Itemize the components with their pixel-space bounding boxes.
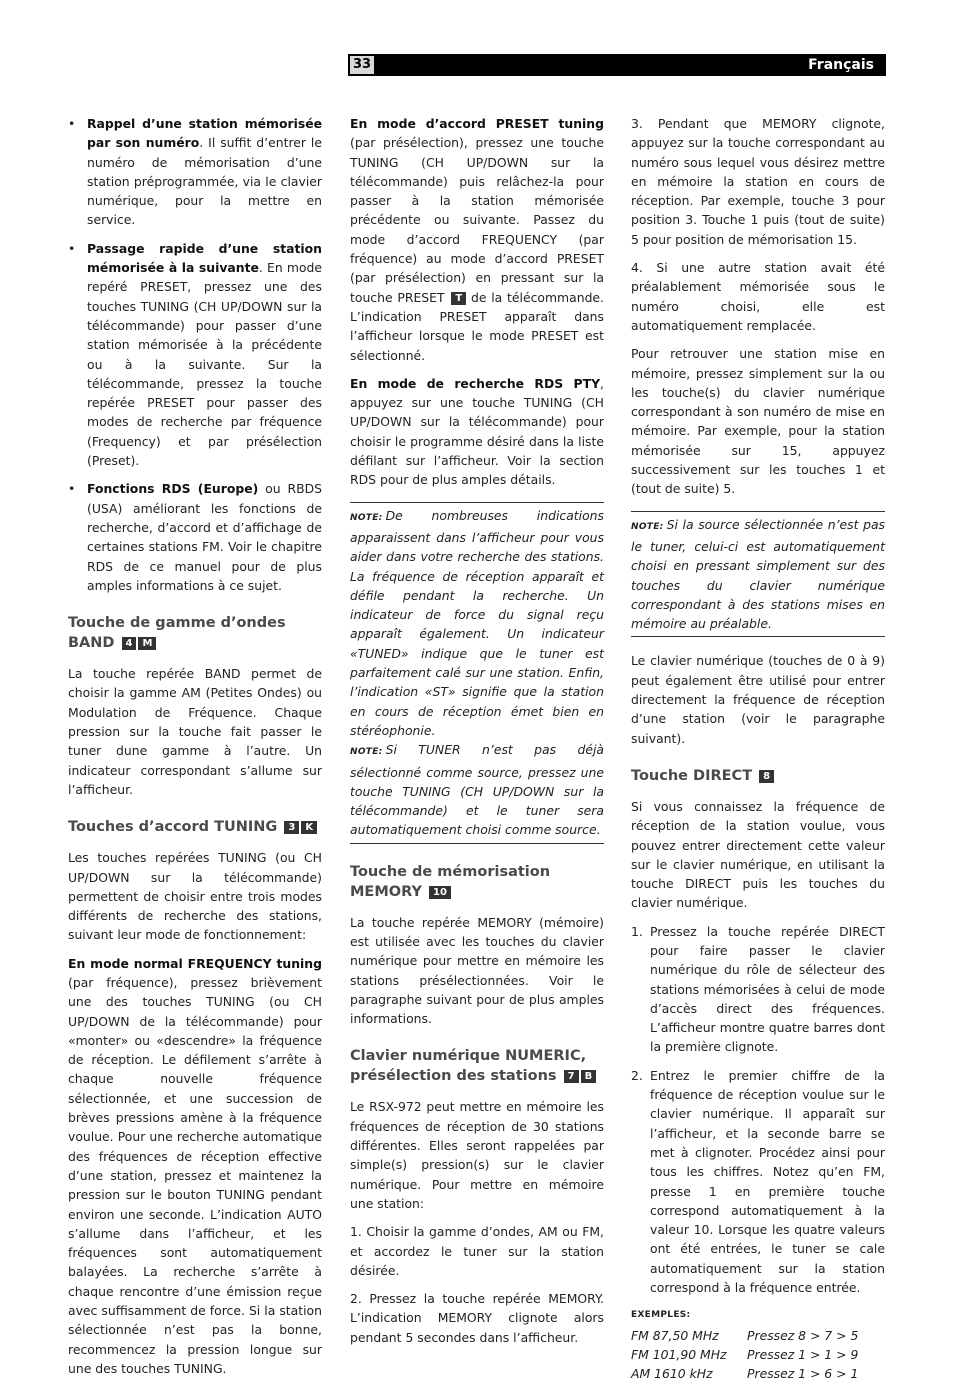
key-badge: T: [451, 292, 466, 305]
rds-mode-text: En mode de recherche RDS PTY, appuyez sur une touche TUNING (CH UP/DOWN sur la télécommande) pour choisir le programme désiré dans la liste défilant sur l’afficheur. Voir la section RDS pour de plus amples détails.: [350, 375, 604, 488]
band-text: La touche repérée BAND permet de choisir la gamme AM (Petites Ondes) ou Modulation de Fréquence. Chaque pression sur la touche fait passer le tuner dune gamme à l’autre. Un indicateur correspondant s’allume sur l’afficheur.: [68, 666, 322, 797]
key-badge: M: [138, 637, 156, 650]
example-row: AM 1610 kHz Pressez 1 > 6 > 1: [631, 1366, 859, 1382]
numeric-text: Le RSX-972 peut mettre en mémoire les fréquences de réception de 30 stations différentes. Elles seront rappelées par simple(s) pression(s) sur le clavier numérique. Pour mettre en mémoire une station:: [350, 1099, 604, 1211]
header-bar: [348, 54, 886, 76]
examples-table: [631, 1326, 863, 1384]
bullet-preset-scan: • Passage rapide d’une station mémorisée à la suivante. En mode repéré PRESET, pressez une des touches TUNING (CH UP/DOWN sur la télécommande) pour passer d’une station mémorisée à la précédente ou à la suivante. Sur la télécommande, pressez la touche repérée PRESET pour passer des modes de recherche par fréquence (Frequency) et par présélection (Preset).: [68, 239, 322, 471]
direct-step: 1. Pressez la touche repérée DIRECT pour faire passer le clavier numérique du rôle de sélecteur des stations mémorisées à celui de mode d’accès direct des fréquences. L’afficheur montre quatre barres dont la première clignote.: [631, 923, 885, 1055]
key-badge: B: [581, 1070, 597, 1083]
memory-heading: Touche de mémorisation MEMORY 10: [350, 863, 551, 900]
frequency-mode-text: En mode normal FREQUENCY tuning (par fréquence), pressez brièvement une des touches TUNING (ou CH UP/DOWN de la télécommande) pour «monter» ou «descendre» la fréquence de réception. Le défilement s’arrête à chaque nouvelle fréquence sélectionnée, et une succession de brèves pressions amène à la fréquence voulue. Pour une recherche automatique des fréquences de réception effective d’une station, pressez et maintenez la pression sur le bouton TUNING pendant environ une seconde. L’indication AUTO s’allume dans l’afficheur, et les fréquences sont automatiquement balayées. La recherche s’arrête à chaque rencontre d’une émission reçue avec suffisamment de force. Si la station sélectionnée n’est pas la bonne, recommencez la pression longue sur une des touches TUNING.: [68, 955, 322, 1376]
key-badge: 10: [429, 886, 451, 899]
column-3: [631, 114, 885, 1384]
step-4: 4. Si une autre station avait été préalablement mémorisée sous le numéro choisi, elle est automatiquement remplacée.: [631, 260, 885, 333]
note-label: NOTE:: [350, 512, 383, 523]
direct-text: Si vous connaissez la fréquence de réception de la station voulue, vous pouvez entrer directement cette valeur sur le clavier numérique, en utilisant la touche DIRECT puis les touches du clavier numérique.: [631, 798, 885, 911]
step-2: 2. Pressez la touche repérée MEMORY. L’indication MEMORY clignote alors pendant 5 secondes dans l’afficheur.: [350, 1291, 604, 1345]
recall-text: Pour retrouver une station mise en mémoire, pressez simplement sur la ou les touche(s) du clavier numérique correspondant à son numéro de mise en mémoire. Par exemple, pour la station mémorisée sur 15, appuyez successivement sur les touches 1 et (tout de suite) 5.: [631, 346, 885, 497]
example-row: FM 101,90 MHz Pressez 1 > 1 > 9: [631, 1346, 859, 1362]
examples-label: EXEMPLES:: [631, 1310, 691, 1321]
note-label: NOTE:: [631, 521, 664, 532]
key-badge: K: [301, 821, 317, 834]
preset-mode-text: En mode d’accord PRESET tuning (par présélection), pressez une touche TUNING (CH UP/DOWN sur la télécommande) puis relâchez-la pour passer à la station mémorisée précédente ou suivante. Passez du mode d’accord FREQUENCY (par fréquence) au mode d’accord PRESET (par présélection) en pressant sur la touche PRESET T de la télécommande. L’indication PRESET apparaît dans l’afficheur lorsque le mode PRESET est sélectionné.: [350, 116, 604, 363]
direct-step: 2. Entrez le premier chiffre de la fréquence de réception voulue sur le clavier numérique. Il apparaît sur l’afficheur, et la seconde barre se met à clignoter. Procédez ainsi pour tous les chiffres. Notez qu’en FM, presse 1 en première touche correspond automatiquement à la valeur 10. Lorsque les quatre valeurs ont été entrées, le tuner se cale automatiquement sur la station correspond à la fréquence entrée.: [631, 1067, 885, 1296]
example-row: FM 87,50 MHz Pressez 8 > 7 > 5: [631, 1327, 859, 1343]
page-number: 33: [350, 56, 374, 74]
bullet-rds: • Fonctions RDS (Europe) ou RBDS (USA) améliorant les fonctions de recherche, d’accord et d’affichage de certaines stations FM. Voir le chapitre RDS de ce manuel pour de plus amples informations à ce sujet.: [68, 479, 322, 595]
column-1: [68, 114, 322, 1387]
language-label: Français: [808, 57, 874, 73]
numeric-heading: Clavier numérique NUMERIC, présélection des stations 7 B: [350, 1046, 604, 1086]
key-badge: 4: [122, 637, 137, 650]
key-badge: 7: [564, 1070, 579, 1083]
note-label: NOTE:: [350, 747, 383, 758]
key-badge: 8: [759, 770, 774, 783]
tuning-text: Les touches repérées TUNING (ou CH UP/DOWN sur la télécommande) permettent de choisir entre trois modes différents de recherche des stations, suivant leur mode de fonctionnement:: [68, 850, 322, 943]
band-heading: Touche de gamme d’ondes BAND 4 M: [68, 615, 286, 652]
bullet-recall: • Rappel d’une station mémorisée par son numéro. Il suffit d’entrer le numéro de mémorisation d’une station préprogrammée, via le clavier numérique, pour la mettre en service.: [68, 114, 322, 230]
column-2: [350, 114, 604, 1356]
step-3: 3. Pendant que MEMORY clignote, appuyez sur la touche correspondant au numéro sous lequel vous désirez mettre en mémoire la station en cours de réception. Par exemple, touche 3 pour position 3. Touche 1 puis (tout de suite) 5 pour position de mémorisation 15.: [631, 116, 885, 247]
note-box: NOTE: De nombreuses indications apparaissent dans l’afficheur pour vous aider dans votre recherche des stations. La fréquence de réception apparaît et défile pendant la recherche. Un indicateur de force du signal reçu apparaît également. Un indicateur «TUNED» indique que le tuner est parfaitement calé sur une station. Enfin, l’indication «ST» signifie que la station en cours de réception émet bien en stéréophonie. NOTE: Si TUNER n’est pas déjà sélectionné comme source, pressez une touche TUNING (CH UP/DOWN sur la télécommande) et le tuner sera automatiquement choisi comme source.: [350, 502, 604, 844]
memory-text: La touche repérée MEMORY (mémoire) est utilisée avec les touches du clavier numérique pour mettre en mémoire les stations présélectionnées. Voir le paragraphe suivant pour de plus amples informations.: [350, 914, 604, 1027]
note-box: NOTE: Si la source sélectionnée n’est pas le tuner, celui-ci est automatiquement choisi en pressant simplement sur des touches du clavier numérique correspondant à des stations mises en mémoire au préalable.: [631, 511, 885, 638]
tuning-heading: Touches d’accord TUNING 3 K: [68, 817, 322, 837]
step-1: 1. Choisir la gamme d’ondes, AM ou FM, et accordez le tuner sur la station désirée.: [350, 1224, 604, 1278]
keypad-text: Le clavier numérique (touches de 0 à 9) peut également être utilisé pour entrer directement la fréquence de réception d’une station (voir le paragraphe suivant).: [631, 653, 885, 746]
direct-heading: Touche DIRECT 8: [631, 766, 885, 786]
key-badge: 3: [284, 821, 299, 834]
